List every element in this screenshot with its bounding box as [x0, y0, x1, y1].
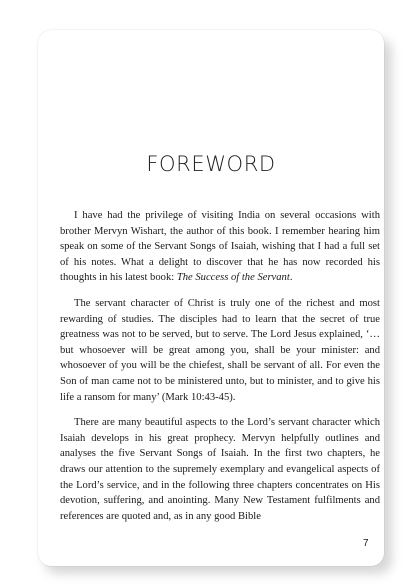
paragraph-1: [60, 208, 380, 286]
paragraph-2: [60, 296, 380, 405]
paragraph-3-text: There are many beautiful aspects to the Lord’s servant character which Isaiah develops in his great prophecy. Mervyn helpfully outlines and analyses the five Servant Songs of Isaiah. In the first two chapters, he draws our attention to the supremely exemplary and evangelical aspects of the Lord’s service, and in the following three chapters concentrates on His devotion, suffering, and anointing. Many New Testament fulfilments and references are quoted and, as in any good Bible: [60, 417, 380, 522]
paragraph-1-end: .: [289, 272, 293, 284]
book-title-italic: The Success of the Servant: [176, 272, 290, 284]
paragraph-3: [60, 415, 380, 524]
page-number: 7: [363, 538, 369, 549]
book-page: [38, 30, 384, 566]
page-title: FOREWORD: [146, 152, 276, 176]
paragraph-1-text: I have had the privilege of visiting India on several occasions with brother Mervyn Wishart, the author of this book. I remember hearing him speak on some of the Servant Songs of Isaiah, wishing that I had a full set of his notes. What a delight to discover that he has now recorded his thoughts in his latest book:: [60, 210, 380, 284]
paragraph-2-text: The servant character of Christ is truly one of the richest and most rewarding of studies. The disciples had to learn that the secret of true greatness was not to be served, but to serve. The Lord Jesus explained, ‘… but whosoever will be great among you, shall be your minister: and whosoever of you will be the chiefest, shall be servant of all. For even the Son of man came not to be ministered unto, but to minister, and to give his life a ransom for many’ (Mark 10:43-45).: [60, 297, 380, 403]
page-body: [60, 208, 380, 534]
